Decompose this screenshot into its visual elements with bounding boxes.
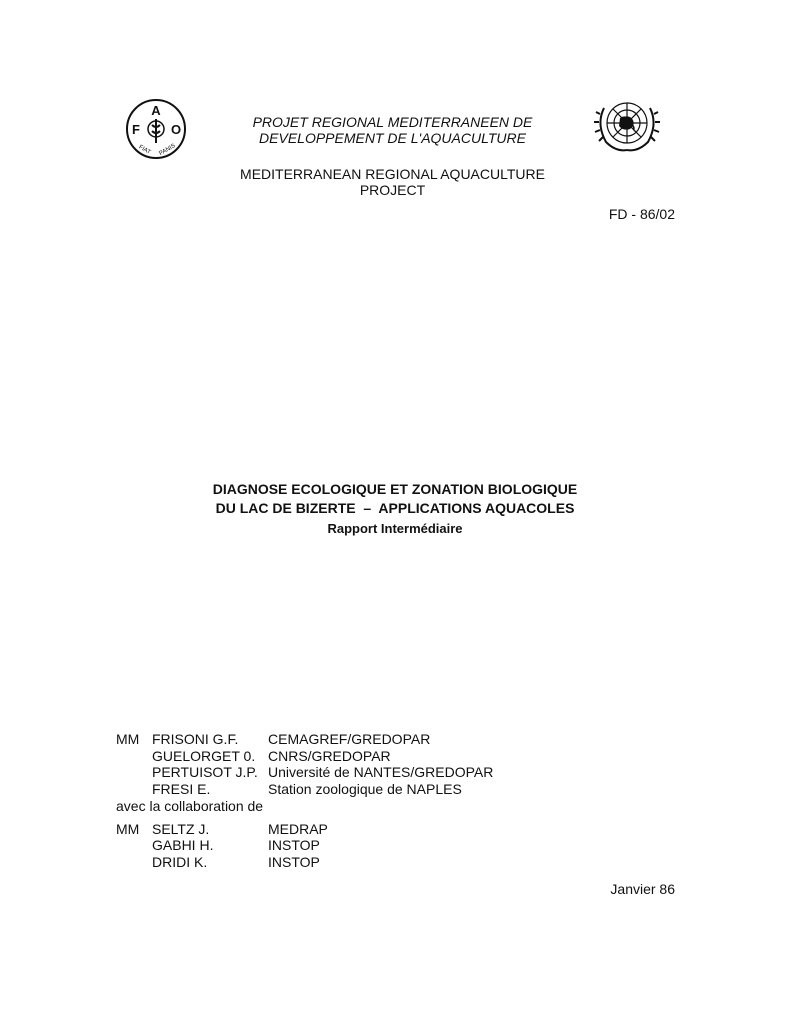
author-row <box>116 731 493 748</box>
author-affiliation: CNRS/GREDOPAR <box>268 747 391 764</box>
svg-text:O: O <box>170 122 182 137</box>
un-emblem <box>592 94 662 158</box>
header-title-en-line2: PROJECT <box>359 182 426 198</box>
author-row <box>116 781 493 798</box>
document-date: Janvier 86 <box>610 881 675 897</box>
collaborator-name: DRIDI K. <box>152 853 208 870</box>
author-affiliation: Université de NANTES/GREDOPAR <box>268 764 494 780</box>
collaborator-name: SELTZ J. <box>152 820 210 837</box>
author-row <box>116 764 493 781</box>
author-affiliation: CEMAGREF/GREDOPAR <box>268 731 431 747</box>
author-name: FRISONI G.F. <box>152 731 239 747</box>
author-name: GUELORGET 0. <box>152 747 256 764</box>
collaborators-prefix: MM <box>116 820 140 837</box>
header-title-en-line1: MEDITERRANEAN REGIONAL AQUACULTURE <box>240 166 545 182</box>
collaboration-label: avec la collaboration de <box>116 798 264 814</box>
author-name: PERTUISOT J.P. <box>152 764 258 780</box>
author-affiliation: Station zoologique de NAPLES <box>268 780 462 797</box>
collaborator-affiliation: INSTOP <box>268 853 320 870</box>
author-name: FRESI E. <box>152 780 211 797</box>
collaborator-affiliation: INSTOP <box>268 837 320 853</box>
svg-text:A: A <box>151 103 161 118</box>
collaborator-row <box>116 854 493 871</box>
document-reference: FD - 86/02 <box>608 206 675 222</box>
header-title-fr-line1: PROJET REGIONAL MEDITERRANEEN DE <box>252 114 533 130</box>
authors-prefix: MM <box>116 731 140 747</box>
header-title-fr-line2: DEVELOPPEMENT DE L'AQUACULTURE <box>259 130 526 146</box>
svg-text:F: F <box>132 122 140 137</box>
author-row <box>116 748 493 765</box>
document-subtitle: Rapport Intermédiaire <box>327 521 463 536</box>
collaborator-row <box>116 821 493 838</box>
authors-block <box>116 731 493 870</box>
document-title-line2: DU LAC DE BIZERTE – APPLICATIONS AQUACOLES <box>215 500 575 516</box>
collaborator-row <box>116 837 493 854</box>
collaborator-affiliation: MEDRAP <box>268 820 328 837</box>
collaborator-name: GABHI H. <box>152 837 214 853</box>
svg-text:FIAT: FIAT <box>137 144 152 156</box>
svg-text:PANIS: PANIS <box>158 143 177 158</box>
document-title-line1: DIAGNOSE ECOLOGIQUE ET ZONATION BIOLOGIQUE <box>212 481 578 497</box>
fao-logo <box>124 97 188 161</box>
